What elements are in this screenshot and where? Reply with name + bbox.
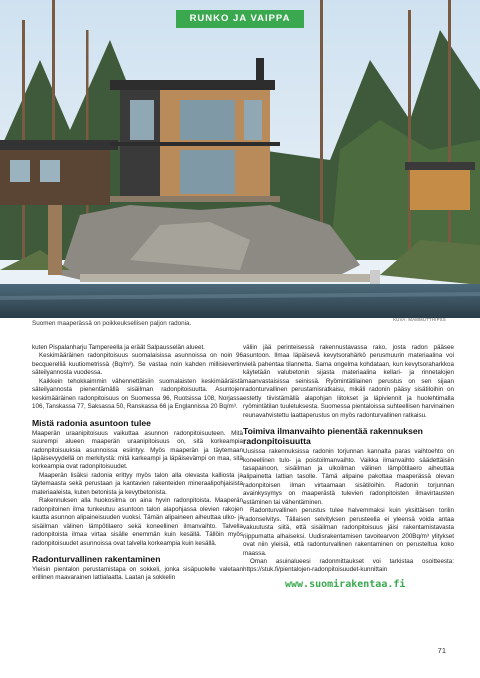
paragraph: Yleisin pientalon perustamistapa on sokkeli, jonka sisäpuolelle valetaan erillinen maavarainen lattialaatta. Laatan ja sokkelin (32, 565, 243, 582)
section-heading: Radonturvallinen rakentaminen (32, 553, 161, 564)
paragraph: Oman asuinalueesi radonmittaukset voi tarkistaa osoitteesta: https://stuk.fi/pientalojen-radonpitoisuudet-kunnittain (243, 557, 454, 574)
paragraph: Uusissa rakennuksissa radonin torjunnan kannalta paras vaihtoehto on koneellinen tulo- ja poistoilmanvaihto. Vaikka ilmanvaihto säädettäisiin tasapainoon, sisäilman ja ulkoilman välinen lämpötilaero aiheuttaa alipainetta lattian tasolle. Tämä alipaine pakottaa maaperässä olevan radonpitoisen ilman virtaamaan sisätiloihin. Radonin torjunnan avainkysymys on maaperästä tulevien radonpitoisten ilmavirtausten estäminen tai vähentäminen. (243, 448, 454, 506)
section-heading: Toimiva ilmanvaihto pienentää rakennuksen radonpitoisuutta (243, 426, 423, 447)
paragraph: Kaikkein tehokkaimmin vähennettäisiin suomalaisten keskimääräistä säteilyannosta pienentämällä sisäilman radonpitoisuutta. Asuntojen keskimääräinen radonpitoisuus on Suomessa 96, Ruotsissa 108, Norjassa 106, Tanskassa 77, Saksassa 50, Ranskassa 66 ja Englannissa 20 Bq/m³. (32, 377, 243, 411)
paragraph: Maaperän uraanipitoisuus vaikuttaa asunnon radonpitoisuuteen. Mitä suurempi alueen maaperän uraanipitoisuus on, sitä korkeampia radonpitoisuuksia asunnoissa esiintyy. Myös maaperän ja täytemaan läpäisevyydellä on merkitystä: mitä karkeampi ja läpäisevämpi on maa, sitä korkeampia ovat radonpitoisuudet. (32, 429, 243, 471)
paragraph: kuten Pispalanharju Tampereella ja eräät Salpausselän alueet. (32, 344, 205, 351)
website-link[interactable]: www.suomirakentaa.fi (285, 578, 406, 590)
paragraph: Rakennuksen alla huokosilma on aina hyvin radonpitoista. Maaperän radonpitoinen ilma tunkeutuu asuntoon talon alapohjassa olevien rakojen kautta asunnon alipaineisuuden vuoksi. Tämän alipaineen aiheuttaa ulko- ja sisäilman välinen lämpötilaero sekä koneellinen ilmanvaihto. Talvella radonpitoista ilmaa virtaa sisälle enemmän kuin kesällä. Tällöin myös radonpitoisuudet asunnoissa ovat talvella korkeampia kuin kesällä. (32, 497, 243, 547)
page-number: 71 (437, 646, 446, 655)
photo-caption: Suomen maaperässä on poikkeuksellisen paljon radonia. (32, 320, 192, 327)
article-column-right (243, 344, 454, 589)
paragraph: Keskimääräinen radonpitoisuus suomalaisissa asunnoissa on noin 96 becquerelliä kuutiometrissä (Bq/m³). Se vastaa noin kahden millisievertin säteilyannosta vuodessa. (32, 352, 243, 377)
paragraph: Maaperän lisäksi radonia erittyy myös talon alla olevasta kalliosta ja täytemaasta sekä perustaan ja kantavien rakenteiden mineraalipohjaisista materiaaleista, kuten betonista ja kevytbetonista. (32, 471, 243, 496)
article-column-left (32, 344, 243, 583)
lakeside-house-illustration (0, 0, 480, 318)
house-photo (0, 0, 480, 318)
paragraph: väliin jää perinteisessä rakennustavassa rako, josta radon pääsee asuntoon. Ilmaa läpäisevä kevytsorahärkö perusmuurin materiaalina voi vielä pahentaa tilannetta. Sama ongelma kohdataan, kun kevytsoraharkkoa käytetään valubetonin sijasta materiaalina kellari- ja rinnetalojen maanvastaisissa seinissä. Ryömintätilainen perustus on sen sijaan radonturvallinen perustamisratkaisu, mikäli radonin pääsy sisätiloihin on estetty tiivistämällä alapohjan liitokset ja läpiviennit ja huolehtimalla ryömintätilan tuuletuksesta. Suomessa pientaloissa suhteellisen harvinainen reunavahvistettu laattaperustus on myös radonturvallinen ratkaisu. (243, 344, 454, 419)
paragraph: Radonturvallinen perustus tulee halvemmaksi kuin yksittäisen torilin radonselvitys. Tällaisen selvityksen perusteella ei yleensä voida antaa vakuutusta siitä, että sisäilman radonpitoisuus jäisi rakentamistavasta riippumatta alhaiseksi. Uudisrakentamisen tavoitearvon 200Bq/m³ ylitykset ovat niin yleisiä, että radonturvallinen rakentaminen on perusteltua koko maassa. (243, 507, 454, 557)
section-heading: Mistä radonia asuntoon tulee (32, 417, 151, 428)
section-banner: RUNKO JA VAIPPA (176, 10, 304, 28)
photo-credit: KUVA: MAMMUTTHIPSS (393, 317, 446, 322)
